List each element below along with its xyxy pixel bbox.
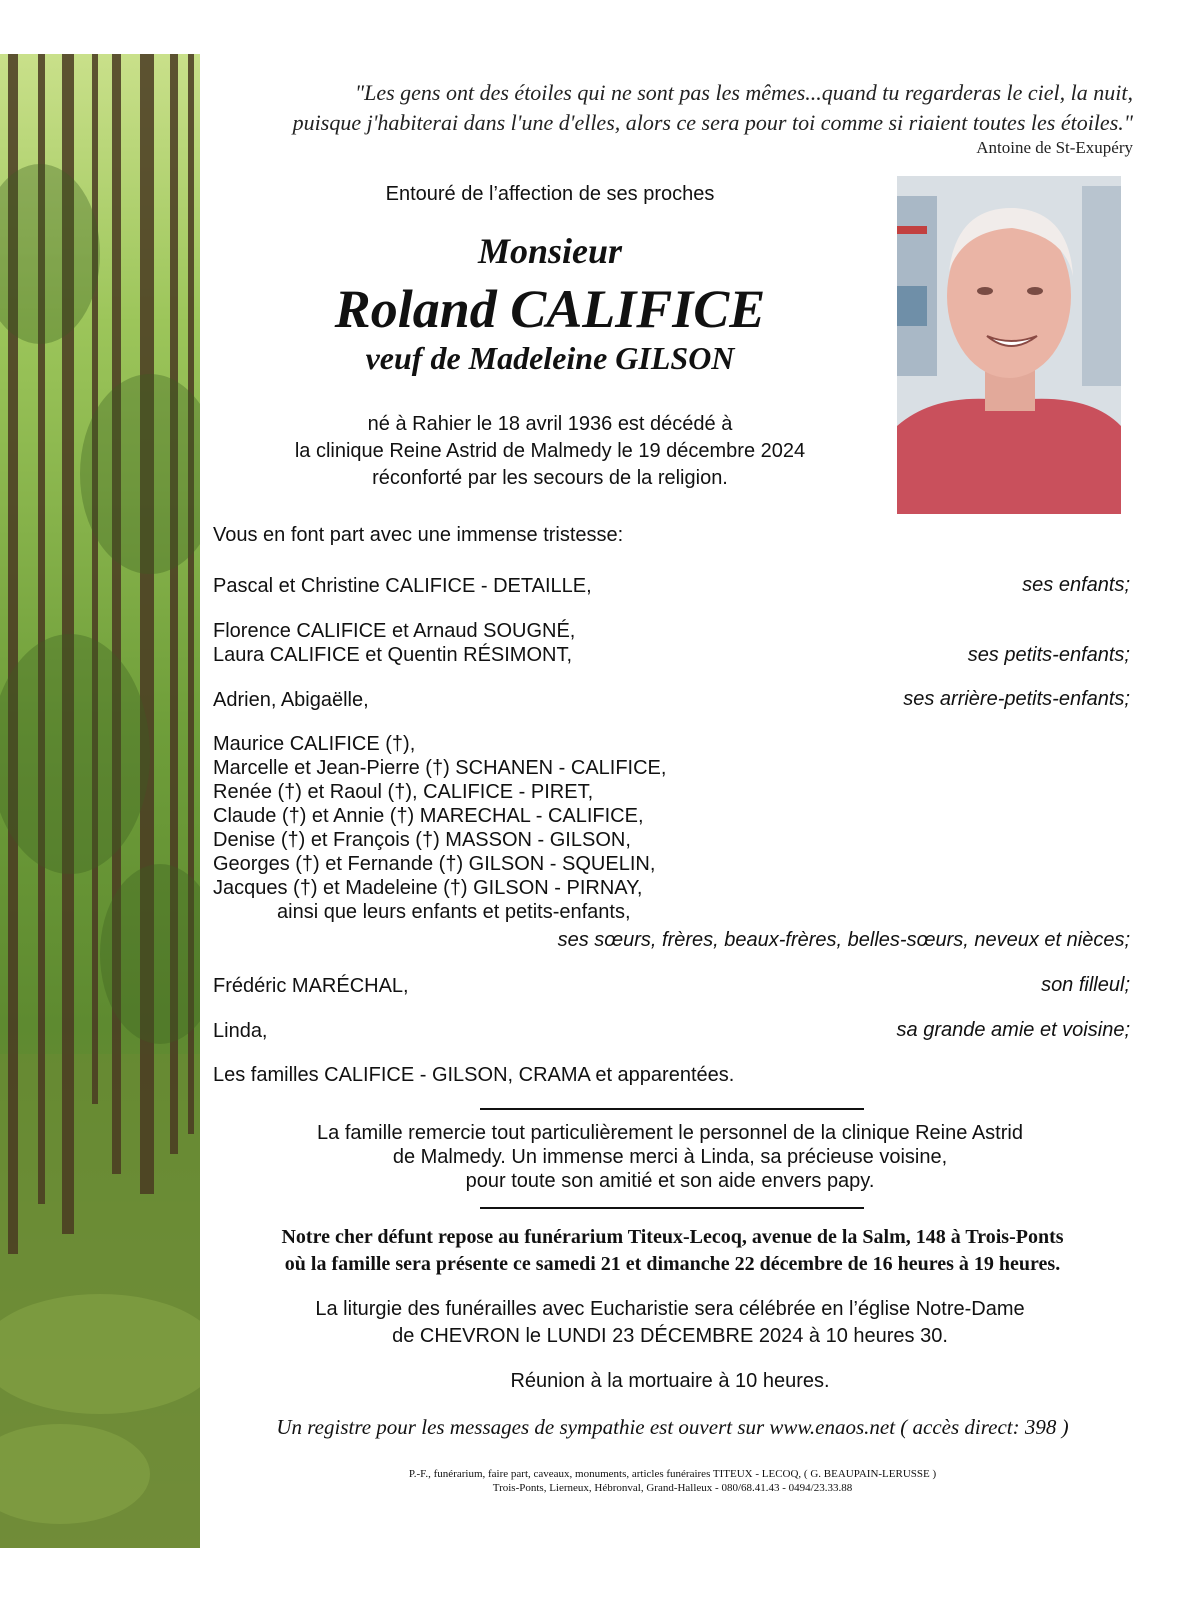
deceased-name: Roland CALIFICE — [334, 279, 766, 339]
family-name-line: Denise (†) et François (†) MASSON - GILSON, — [213, 829, 631, 851]
funeral-home-footer — [210, 1467, 1135, 1495]
family-name-line: Linda, — [213, 1020, 268, 1042]
family-name-line: Georges (†) et Fernande (†) GILSON - SQUELIN, — [213, 853, 656, 875]
great-grandchildren-relation: ses arrière-petits-enfants; — [903, 688, 1130, 710]
visitation-line: Notre cher défunt repose au funérarium Titeux-Lecoq, avenue de la Salm, 148 à Trois-Ponts — [281, 1226, 1064, 1248]
visitation-info — [210, 1224, 1135, 1278]
family-name-line: Frédéric MARÉCHAL, — [213, 975, 409, 997]
widow-line: veuf de Madeleine GILSON — [365, 340, 735, 376]
godson-relation: son filleul; — [1041, 974, 1130, 996]
godson-names — [213, 974, 1130, 998]
visitation-line: où la famille sera présente ce samedi 21 et dimanche 22 décembre de 16 heures à 19 heures. — [284, 1253, 1061, 1275]
friend-relation: sa grande amie et voisine; — [896, 1019, 1130, 1041]
children-names — [213, 574, 1130, 598]
siblings-relation: ses sœurs, frères, beaux-frères, belles-sœurs, neveux et nièces; — [557, 929, 1130, 951]
liturgy-line: de CHEVRON le LUNDI 23 DÉCEMBRE 2024 à 10 heures 30. — [392, 1325, 948, 1347]
footer-line: Trois-Ponts, Lierneux, Hébronval, Grand-Halleux - 080/68.41.43 - 0494/23.33.88 — [492, 1482, 853, 1494]
siblings-extra: ainsi que leurs enfants et petits-enfants, — [277, 901, 631, 923]
family-name-line: Marcelle et Jean-Pierre (†) SCHANEN - CALIFICE, — [213, 757, 667, 779]
intro-text: Entouré de l’affection de ses proches — [385, 183, 715, 205]
birth-line: réconforté par les secours de la religion. — [372, 467, 728, 489]
family-name-line: Pascal et Christine CALIFICE - DETAILLE, — [213, 575, 592, 597]
liturgy-line: La liturgie des funérailles avec Eucharistie sera célébrée en l’église Notre-Dame — [315, 1298, 1025, 1320]
family-name-line: Jacques (†) et Madeleine (†) GILSON - PIRNAY, — [213, 877, 643, 899]
divider — [480, 1207, 864, 1209]
reunion-info: Réunion à la mortuaire à 10 heures. — [510, 1370, 830, 1392]
quote-author: Antoine de St-Exupéry — [976, 138, 1133, 157]
birth-line: né à Rahier le 18 avril 1936 est décédé à — [367, 413, 733, 435]
birth-line: la clinique Reine Astrid de Malmedy le 19 décembre 2024 — [294, 440, 806, 462]
epigraph-quote — [193, 78, 1133, 138]
thanks-line: La famille remercie tout particulièrement le personnel de la clinique Reine Astrid — [317, 1122, 1023, 1144]
siblings-names — [213, 732, 1130, 924]
quote-line: "Les gens ont des étoiles qui ne sont pas les mêmes...quand tu regarderas le ciel, la nuit, — [354, 80, 1133, 105]
family-name-line: Renée (†) et Raoul (†), CALIFICE - PIRET, — [213, 781, 594, 803]
birth-death-info — [200, 411, 900, 492]
divider — [480, 1108, 864, 1110]
children-relation: ses enfants; — [1022, 574, 1130, 596]
family-name-line: Florence CALIFICE et Arnaud SOUGNÉ, — [213, 620, 576, 642]
honorific: Monsieur — [477, 231, 623, 271]
family-name-line: Maurice CALIFICE (†), — [213, 733, 416, 755]
portrait-photo — [897, 176, 1121, 514]
family-intro: Vous en font part avec une immense tristesse: — [213, 524, 624, 546]
footer-line: P.-F., funérarium, faire part, caveaux, monuments, articles funéraires TITEUX - LECOQ, ( G. BEAUPAIN-LERUSSE ) — [408, 1468, 937, 1480]
family-name-line: Laura CALIFICE et Quentin RÉSIMONT, — [213, 644, 573, 666]
funeral-liturgy — [230, 1296, 1110, 1350]
thanks-line: pour toute son amitié et son aide envers papy. — [465, 1170, 875, 1192]
family-name-line: Adrien, Abigaëlle, — [213, 689, 369, 711]
condolence-register: Un registre pour les messages de sympathie est ouvert sur www.enaos.net ( accès direct: 398 ) — [276, 1415, 1069, 1439]
thanks-message — [230, 1121, 1110, 1193]
related-families: Les familles CALIFICE - GILSON, CRAMA et apparentées. — [213, 1064, 735, 1086]
grandchildren-relation: ses petits-enfants; — [967, 644, 1130, 666]
thanks-line: de Malmedy. Un immense merci à Linda, sa précieuse voisine, — [392, 1146, 948, 1168]
family-name-line: Claude (†) et Annie (†) MARECHAL - CALIFICE, — [213, 805, 644, 827]
quote-line: puisque j'habiterai dans l'une d'elles, alors ce sera pour toi comme si riaient toutes les étoiles." — [292, 110, 1133, 135]
forest-image — [0, 54, 200, 1548]
